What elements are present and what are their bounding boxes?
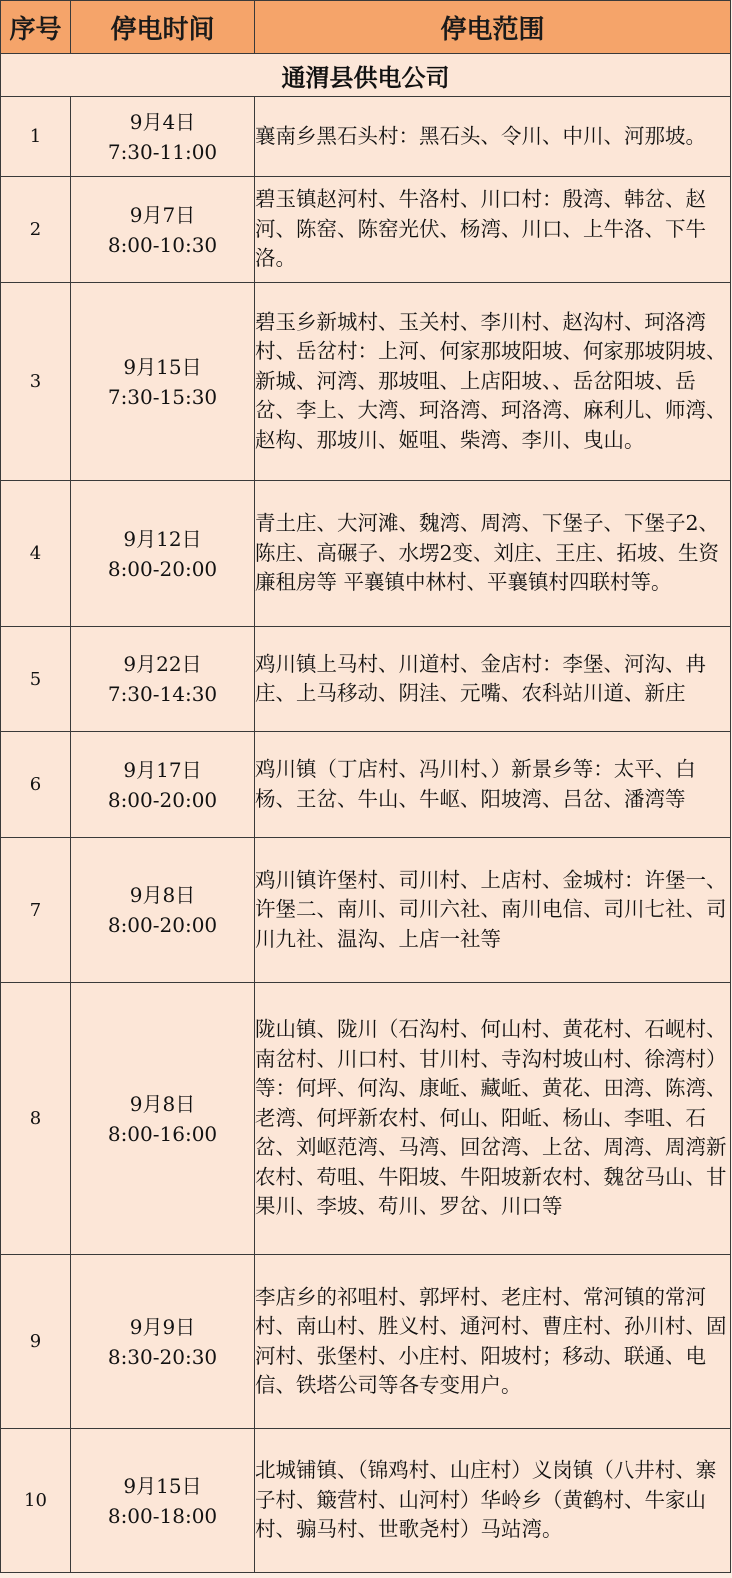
row-number: 4 (1, 481, 71, 627)
outage-scope: 鸡川镇许堡村、司川村、上店村、金城村：许堡一、许堡二、南川、司川六社、南川电信、司川七社、司川九社、温沟、上店一社等 (255, 838, 731, 983)
outage-time: 9月4日 7:30-11:00 (71, 97, 255, 177)
header-scope: 停电范围 (255, 1, 731, 54)
company-name: 通渭县供电公司 (1, 54, 731, 97)
header-row (1, 1, 731, 54)
outage-scope: 襄南乡黑石头村：黑石头、令川、中川、河那坡。 (255, 97, 731, 177)
outage-scope: 青土庄、大河滩、魏湾、周湾、下堡子、下堡子2、陈庄、高碾子、水塄2变、刘庄、王庄、拓坡、生资廉租房等 平襄镇中林村、平襄镇村四联村等。 (255, 481, 731, 627)
header-time: 停电时间 (71, 1, 255, 54)
outage-time: 9月12日 8:00-20:00 (71, 481, 255, 627)
outage-time: 9月15日 7:30-15:30 (71, 283, 255, 481)
outage-time: 9月9日 8:30-20:30 (71, 1255, 255, 1429)
company-row (1, 54, 731, 97)
outage-scope: 鸡川镇（丁店村、冯川村、）新景乡等：太平、白杨、王岔、牛山、牛岖、阳坡湾、吕岔、潘湾等 (255, 732, 731, 838)
row-number: 6 (1, 732, 71, 838)
outage-time: 9月15日 8:00-18:00 (71, 1429, 255, 1573)
table-row (1, 97, 731, 177)
row-number: 8 (1, 983, 71, 1255)
outage-time: 9月7日 8:00-10:30 (71, 177, 255, 283)
outage-time: 9月17日 8:00-20:00 (71, 732, 255, 838)
row-number: 10 (1, 1429, 71, 1573)
outage-time: 9月8日 8:00-20:00 (71, 838, 255, 983)
outage-scope: 鸡川镇上马村、川道村、金店村：李堡、河沟、冉庄、上马移动、阴洼、元嘴、农科站川道、新庄 (255, 627, 731, 732)
table-row (1, 627, 731, 732)
row-number: 2 (1, 177, 71, 283)
outage-scope: 北城铺镇、（锦鸡村、山庄村）义岗镇（八井村、寨子村、簸营村、山河村）华岭乡（黄鹤村、牛家山村、骟马村、世歌尧村）马站湾。 (255, 1429, 731, 1573)
table-row (1, 481, 731, 627)
outage-scope: 碧玉镇赵河村、牛洛村、川口村：殷湾、韩岔、赵河、陈窑、陈窑光伏、杨湾、川口、上牛洛、下牛洛。 (255, 177, 731, 283)
row-number: 3 (1, 283, 71, 481)
row-number: 1 (1, 97, 71, 177)
table-row (1, 283, 731, 481)
outage-scope: 陇山镇、陇川（石沟村、何山村、黄花村、石岘村、南岔村、川口村、甘川村、寺沟村坡山村、徐湾村）等：何坪、何沟、康岴、藏岴、黄花、田湾、陈湾、老湾、何坪新农村、何山、阳岴、杨山、李咀、石岔、刘岖范湾、马湾、回岔湾、上岔、周湾、周湾新农村、苟咀、牛阳坡、牛阳坡新农村、魏岔马山、甘果川、李坡、苟川、罗岔、川口等 (255, 983, 731, 1255)
outage-time: 9月8日 8:00-16:00 (71, 983, 255, 1255)
table-row (1, 177, 731, 283)
outage-scope: 李店乡的祁咀村、郭坪村、老庄村、常河镇的常河村、南山村、胜义村、通河村、曹庄村、孙川村、固河村、张堡村、小庄村、阳坡村；移动、联通、电信、铁塔公司等各专变用户。 (255, 1255, 731, 1429)
table-row (1, 838, 731, 983)
outage-scope: 碧玉乡新城村、玉关村、李川村、赵沟村、珂洛湾村、岳岔村：上河、何家那坡阳坡、何家那坡阴坡、新城、河湾、那坡咀、上店阳坡、、岳岔阳坡、岳岔、李上、大湾、珂洛湾、珂洛湾、麻利儿、师湾、赵构、那坡川、姬咀、柴湾、李川、曳山。 (255, 283, 731, 481)
table-row (1, 1429, 731, 1573)
row-number: 7 (1, 838, 71, 983)
row-number: 9 (1, 1255, 71, 1429)
outage-time: 9月22日 7:30-14:30 (71, 627, 255, 732)
row-number: 5 (1, 627, 71, 732)
table-row (1, 983, 731, 1255)
table-row (1, 732, 731, 838)
table-row (1, 1255, 731, 1429)
header-no: 序号 (1, 1, 71, 54)
